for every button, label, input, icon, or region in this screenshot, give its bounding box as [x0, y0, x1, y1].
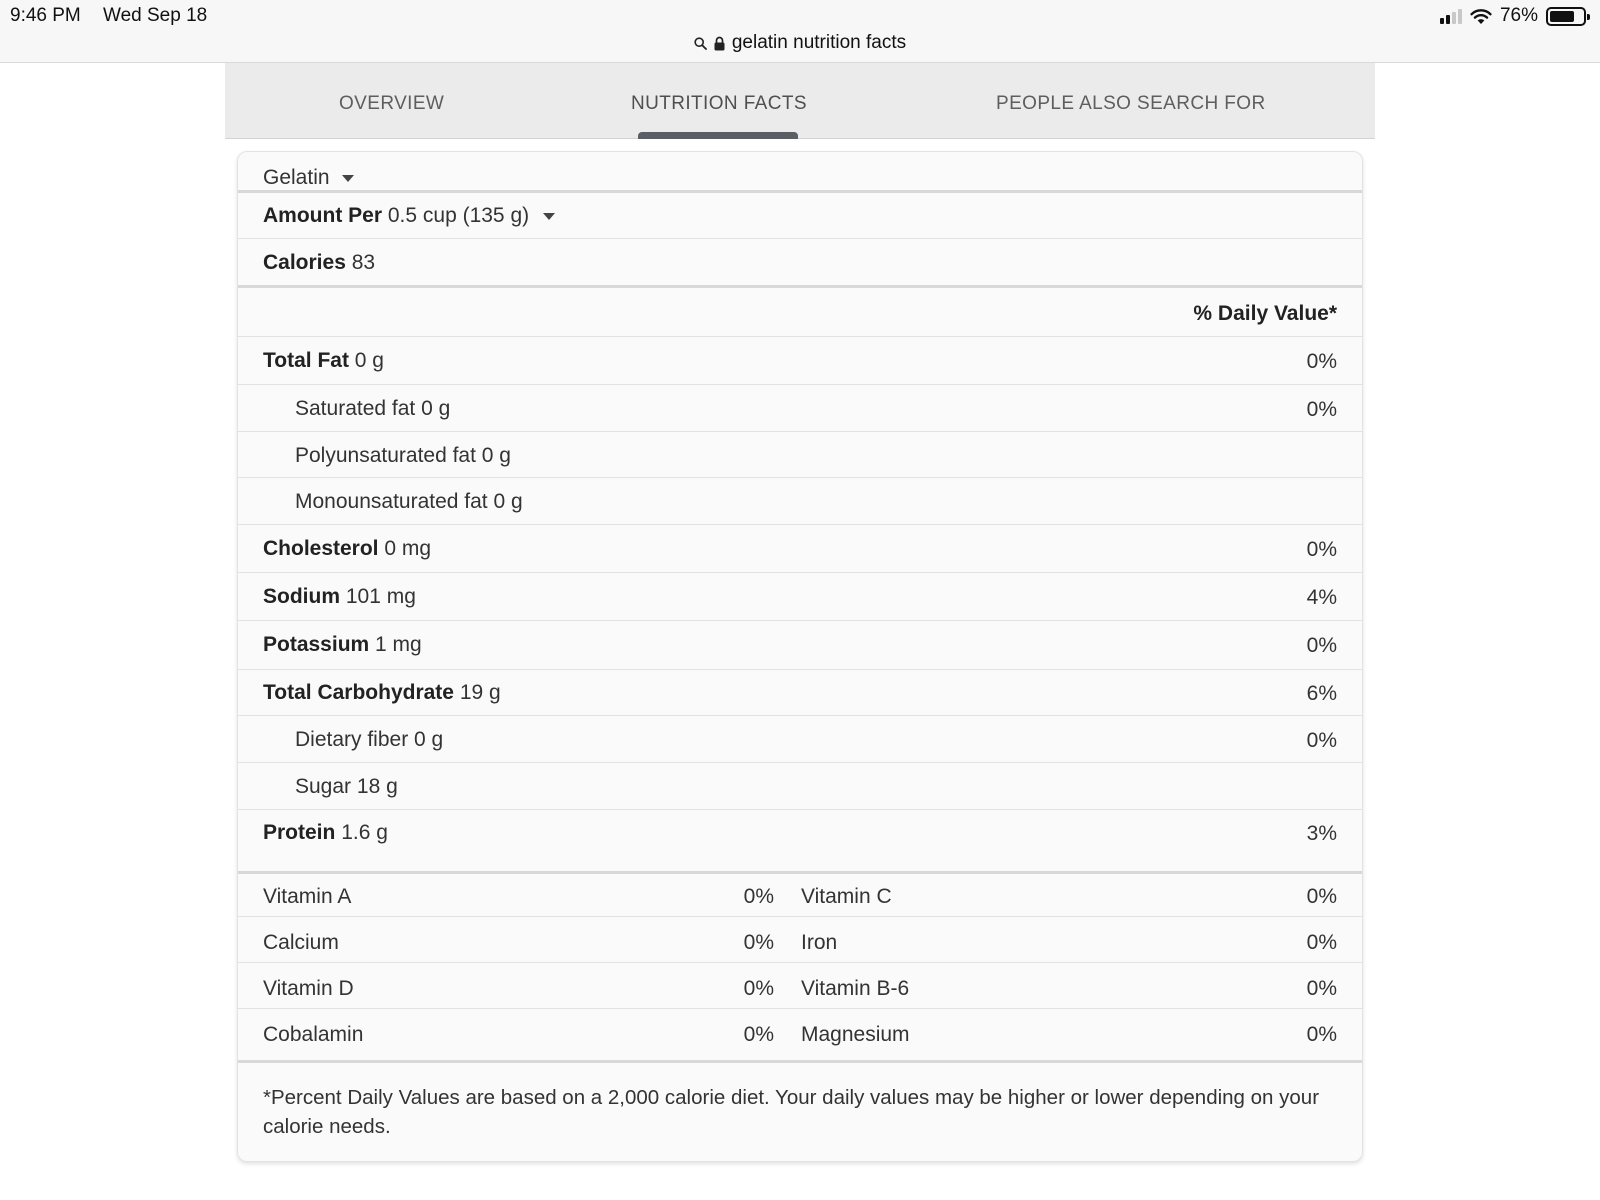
- divider: [238, 715, 1362, 716]
- url-text: gelatin nutrition facts: [731, 32, 907, 53]
- nutrient-label: Total Fat: [263, 349, 349, 372]
- cellular-signal-icon: [1440, 8, 1462, 24]
- nutrient-label: Protein: [263, 821, 336, 844]
- vitamin-daily-value: 0%: [1306, 1023, 1337, 1046]
- battery-level: [1550, 11, 1574, 22]
- divider: [238, 384, 1362, 385]
- search-icon: [694, 37, 707, 50]
- vitamin-daily-value: 0%: [1306, 931, 1337, 954]
- lock-icon: [714, 36, 725, 51]
- vitamin-name: Vitamin A: [263, 885, 352, 908]
- nutrient-amount: 1.6 g: [341, 821, 388, 844]
- vitamin-daily-value: 0%: [743, 1023, 774, 1046]
- divider: [238, 190, 1362, 193]
- vitamin-name: Iron: [801, 931, 838, 954]
- nutrient-row: [263, 821, 388, 845]
- nutrient-row: [295, 728, 443, 752]
- serving-row: [263, 204, 555, 228]
- nutrient-amount: 0 mg: [384, 537, 432, 560]
- divider: [238, 669, 1362, 670]
- divider: [238, 572, 1362, 573]
- divider: [238, 431, 1362, 432]
- nutrient-amount: 0 g: [481, 444, 511, 467]
- tab-bar: [225, 63, 1375, 139]
- serving-size-dropdown[interactable]: [388, 204, 555, 228]
- nutrient-label: Monounsaturated fat: [295, 490, 488, 513]
- nutrient-row: [263, 681, 501, 705]
- nutrient-amount: 1 mg: [375, 633, 422, 656]
- active-tab-indicator: [638, 132, 798, 139]
- nutrient-row: [295, 775, 398, 799]
- vitamin-daily-value: 0%: [743, 931, 774, 954]
- divider: [238, 809, 1362, 810]
- status-time: 9:46 PM: [10, 5, 81, 26]
- chevron-down-icon: [342, 175, 354, 182]
- divider: [238, 336, 1362, 337]
- nutrient-daily-value: 0%: [1306, 729, 1337, 752]
- divider: [238, 524, 1362, 525]
- vitamin-daily-value: 0%: [1306, 885, 1337, 908]
- nutrient-amount: 101 mg: [345, 585, 416, 608]
- amount-per-label: Amount Per: [263, 204, 383, 227]
- address-bar[interactable]: [0, 30, 1600, 56]
- nutrient-row: [295, 490, 523, 514]
- food-dropdown[interactable]: [263, 166, 354, 190]
- nutrient-label: Sodium: [263, 585, 340, 608]
- vitamin-daily-value: 0%: [1306, 977, 1337, 1000]
- nutrient-daily-value: 0%: [1306, 634, 1337, 657]
- divider: [238, 285, 1362, 288]
- nutrient-row: [263, 537, 431, 561]
- vitamin-name: Vitamin C: [801, 885, 892, 908]
- nutrient-daily-value: 6%: [1306, 682, 1337, 705]
- tab-people-also-search-for[interactable]: PEOPLE ALSO SEARCH FOR: [996, 93, 1266, 114]
- calories-label: Calories: [263, 251, 346, 274]
- divider: [238, 1008, 1362, 1009]
- chevron-down-icon: [543, 213, 555, 220]
- serving-size-value: 0.5 cup (135 g): [387, 204, 530, 227]
- nutrient-row: [263, 633, 422, 657]
- divider: [238, 477, 1362, 478]
- status-bar: [0, 0, 1600, 63]
- vitamin-name: Cobalamin: [263, 1023, 364, 1046]
- nutrient-label: Dietary fiber: [295, 728, 409, 751]
- wifi-icon: [1470, 8, 1492, 25]
- nutrient-amount: 0 g: [414, 728, 444, 751]
- tab-overview[interactable]: OVERVIEW: [339, 93, 445, 114]
- nutrient-amount: 19 g: [459, 681, 501, 704]
- vitamin-name: Calcium: [263, 931, 339, 954]
- nutrient-amount: 18 g: [356, 775, 398, 798]
- nutrient-row: [263, 585, 416, 609]
- daily-value-footnote: *Percent Daily Values are based on a 2,000 calorie diet. Your daily values may be higher or lower depending on your calorie needs.: [263, 1086, 1320, 1138]
- divider: [238, 1060, 1362, 1063]
- nutrient-label: Polyunsaturated fat: [295, 444, 476, 467]
- nutrient-amount: 0 g: [354, 349, 384, 372]
- divider: [238, 238, 1362, 239]
- nutrient-amount: 0 g: [493, 490, 523, 513]
- divider: [238, 620, 1362, 621]
- nutrient-amount: 0 g: [421, 397, 451, 420]
- divider: [238, 871, 1362, 874]
- nutrient-daily-value: 0%: [1306, 350, 1337, 373]
- nutrient-row: [263, 349, 384, 373]
- vitamin-daily-value: 0%: [743, 977, 774, 1000]
- nutrient-label: Potassium: [263, 633, 370, 656]
- nutrient-row: [295, 444, 511, 468]
- nutrient-label: Total Carbohydrate: [263, 681, 454, 704]
- daily-value-header: % Daily Value*: [1193, 302, 1337, 325]
- status-indicators: [1440, 6, 1586, 26]
- status-date: Wed Sep 18: [103, 5, 208, 26]
- tab-nutrition-facts[interactable]: NUTRITION FACTS: [631, 93, 807, 114]
- divider: [238, 916, 1362, 917]
- nutrient-daily-value: 3%: [1306, 822, 1337, 845]
- nutrient-daily-value: 0%: [1306, 538, 1337, 561]
- battery-percentage: 76%: [1499, 5, 1538, 26]
- nutrition-facts-card: [237, 151, 1363, 1162]
- nutrient-label: Sugar: [295, 775, 352, 798]
- calories-row: [263, 251, 375, 275]
- nutrient-row: [295, 397, 450, 421]
- nutrient-label: Cholesterol: [263, 537, 379, 560]
- food-name: Gelatin: [263, 166, 330, 189]
- vitamin-name: Vitamin D: [263, 977, 354, 1000]
- vitamin-name: Magnesium: [801, 1023, 910, 1046]
- nutrient-label: Saturated fat: [295, 397, 416, 420]
- divider: [238, 762, 1362, 763]
- nutrient-daily-value: 4%: [1306, 586, 1337, 609]
- calories-value: 83: [351, 251, 376, 274]
- vitamin-daily-value: 0%: [743, 885, 774, 908]
- battery-icon: [1546, 7, 1586, 26]
- divider: [238, 962, 1362, 963]
- nutrient-daily-value: 0%: [1306, 398, 1337, 421]
- vitamin-name: Vitamin B-6: [801, 977, 910, 1000]
